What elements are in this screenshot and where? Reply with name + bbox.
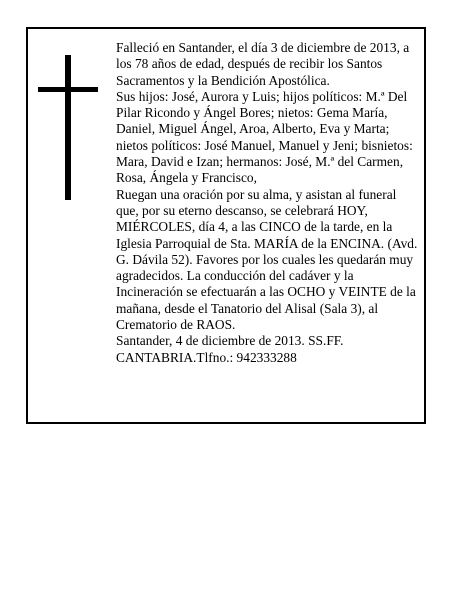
cross-icon: [38, 55, 98, 200]
contact-line: CANTABRIA.Tlfno.: 942333288: [116, 349, 297, 365]
place-date-line: Santander, 4 de diciembre de 2013. SS.FF.: [116, 333, 344, 349]
obituary-notice: [26, 27, 426, 424]
death-announcement: Falleció en Santander, el día 3 de diciembre de 2013, a los 78 años de edad, después de recibir los Santos Sacramentos y la Bendición Apostólica.: [116, 40, 410, 88]
obituary-text: [116, 40, 420, 366]
family-list: Sus hijos: José, Aurora y Luis; hijos políticos: M.ª Del Pilar Ricondo y Ángel Bores; nietos: Gema María, Daniel, Miguel Ángel, Aroa, Alberto, Eva y Marta; nietos políticos: José Manuel, Manuel y Jeni; bisnietos: Mara, David e Izan; hermanos: José, M.ª del Carmen, Rosa, Ángela y Francisco,: [116, 88, 413, 186]
funeral-details: Ruegan una oración por su alma, y asistan al funeral que, por su eterno descanso, se celebrará HOY, MIÉRCOLES, día 4, a las CINCO de la tarde, en la Iglesia Parroquial de Sta. MARÍA de la ENCINA. (Avd. G. Dávila 52). Favores por los cuales les quedarán muy agradecidos. La conducción del cadáver y la Incineración se efectuarán a las OCHO y VEINTE de la mañana, desde el Tanatorio del Alisal (Sala 3), al Crematorio de RAOS.: [116, 186, 418, 333]
